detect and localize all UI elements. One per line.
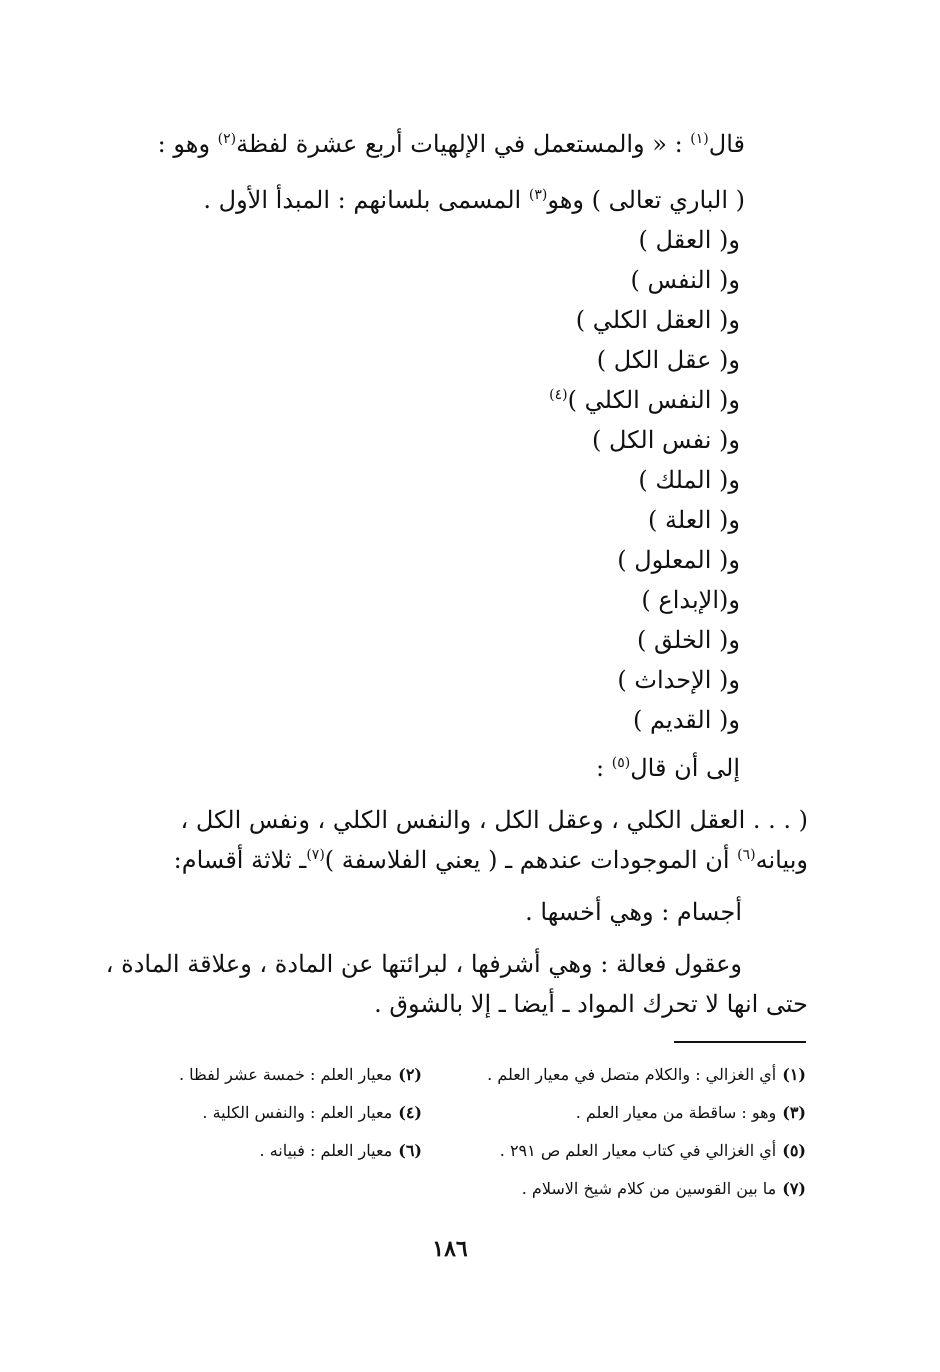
footnote-4: [202, 1102, 422, 1124]
footnote-3: [576, 1102, 806, 1124]
term-item: و( النفس الكلي ): [567, 386, 740, 414]
continuation-colon: :: [596, 754, 612, 782]
footnote-text: معيار العلم : فبيانه .: [259, 1141, 393, 1160]
footnote-ref-3[interactable]: (٣): [528, 187, 548, 203]
footnote-text: أي الغزالي في كتاب معيار العلم ص ٢٩١ .: [499, 1141, 777, 1160]
footnote-number: (١): [782, 1065, 806, 1084]
footnote-number: (٤): [398, 1103, 422, 1122]
footnote-number: (٣): [782, 1103, 806, 1122]
term-item: و(الإبداع ): [641, 586, 740, 614]
term-item: و( العقل ): [638, 226, 740, 254]
footnote-5: [500, 1140, 806, 1162]
paragraph-line: أجسام : وهي أخسها .: [525, 898, 742, 926]
footnote-ref-4[interactable]: (٤): [549, 387, 568, 403]
footnote-text: وهو : ساقطة من معيار العلم .: [575, 1103, 777, 1122]
footnote-number: (٥): [782, 1141, 806, 1160]
paragraph-line: حتى انها لا تحرك المواد ـ أيضا ـ إلا بالشوق .: [374, 990, 808, 1018]
paragraph-line: ( . . . العقل الكلي ، وعقل الكل ، والنفس الكلي ، ونفس الكل ،: [180, 806, 808, 834]
footnote-ref-2[interactable]: (٢): [217, 131, 237, 147]
paragraph-text: وبيانه: [755, 846, 808, 874]
continuation-text: إلى أن قال: [630, 754, 740, 782]
term-item: و( القديم ): [633, 706, 740, 734]
footnote-text: معيار العلم : خمسة عشر لفظا .: [178, 1065, 393, 1084]
term-item: و( العلة ): [648, 506, 740, 534]
first-term-description: المسمى بلسانهم : المبدأ الأول .: [203, 186, 529, 214]
footnote-ref-7[interactable]: (٧): [306, 847, 325, 863]
footnote-number: (٢): [398, 1065, 422, 1084]
term-item: و( النفس ): [630, 266, 740, 294]
footnote-divider: [674, 1041, 806, 1043]
footnote-ref-6[interactable]: (٦): [737, 847, 756, 863]
footnote-1: [487, 1064, 806, 1086]
term-item: و( الخلق ): [636, 626, 740, 654]
footnote-7: [522, 1178, 806, 1200]
quote-lead: قال: [708, 130, 745, 158]
footnote-number: (٦): [398, 1141, 422, 1160]
paragraph-line: [174, 844, 808, 876]
footnote-text: ما بين القوسين من كلام شيخ الاسلام .: [521, 1179, 777, 1198]
footnote-number: (٧): [782, 1179, 806, 1198]
footnote-ref-5[interactable]: (٥): [611, 755, 631, 771]
page-number: ١٨٦: [432, 1236, 468, 1262]
term-item: و( نفس الكل ): [591, 426, 740, 454]
footnote-ref-1[interactable]: (١): [690, 131, 709, 147]
term-item: و( العقل الكلي ): [575, 306, 740, 334]
footnote-text: أي الغزالي : والكلام متصل في معيار العلم .: [487, 1065, 777, 1084]
continuation-line: [596, 752, 740, 784]
first-term-line: [203, 184, 745, 216]
quote-text-end: وهو :: [157, 130, 218, 158]
footnote-2: [179, 1064, 422, 1086]
paragraph-text: ـ ثلاثة أقسام:: [173, 846, 307, 874]
term-item: و( الملك ): [638, 466, 740, 494]
footnote-6: [260, 1140, 422, 1162]
first-term-text: ( الباري تعالى ) وهو: [547, 186, 745, 214]
quote-intro-line: [158, 128, 745, 160]
term-item: و( المعلول ): [617, 546, 740, 574]
paragraph-text: أن الموجودات عندهم ـ ( يعني الفلاسفة ): [324, 846, 738, 874]
term-item: و( الإحداث ): [617, 666, 740, 694]
term-item-with-footnote: [549, 384, 740, 416]
footnote-text: معيار العلم : والنفس الكلية .: [202, 1103, 393, 1122]
paragraph-line: وعقول فعالة : وهي أشرفها ، لبرائتها عن المادة ، وعلاقة المادة ،: [105, 950, 742, 978]
quote-text: : « والمستعمل في الإلهيات أربع عشرة لفظة: [236, 130, 691, 158]
term-item: و( عقل الكل ): [596, 346, 740, 374]
